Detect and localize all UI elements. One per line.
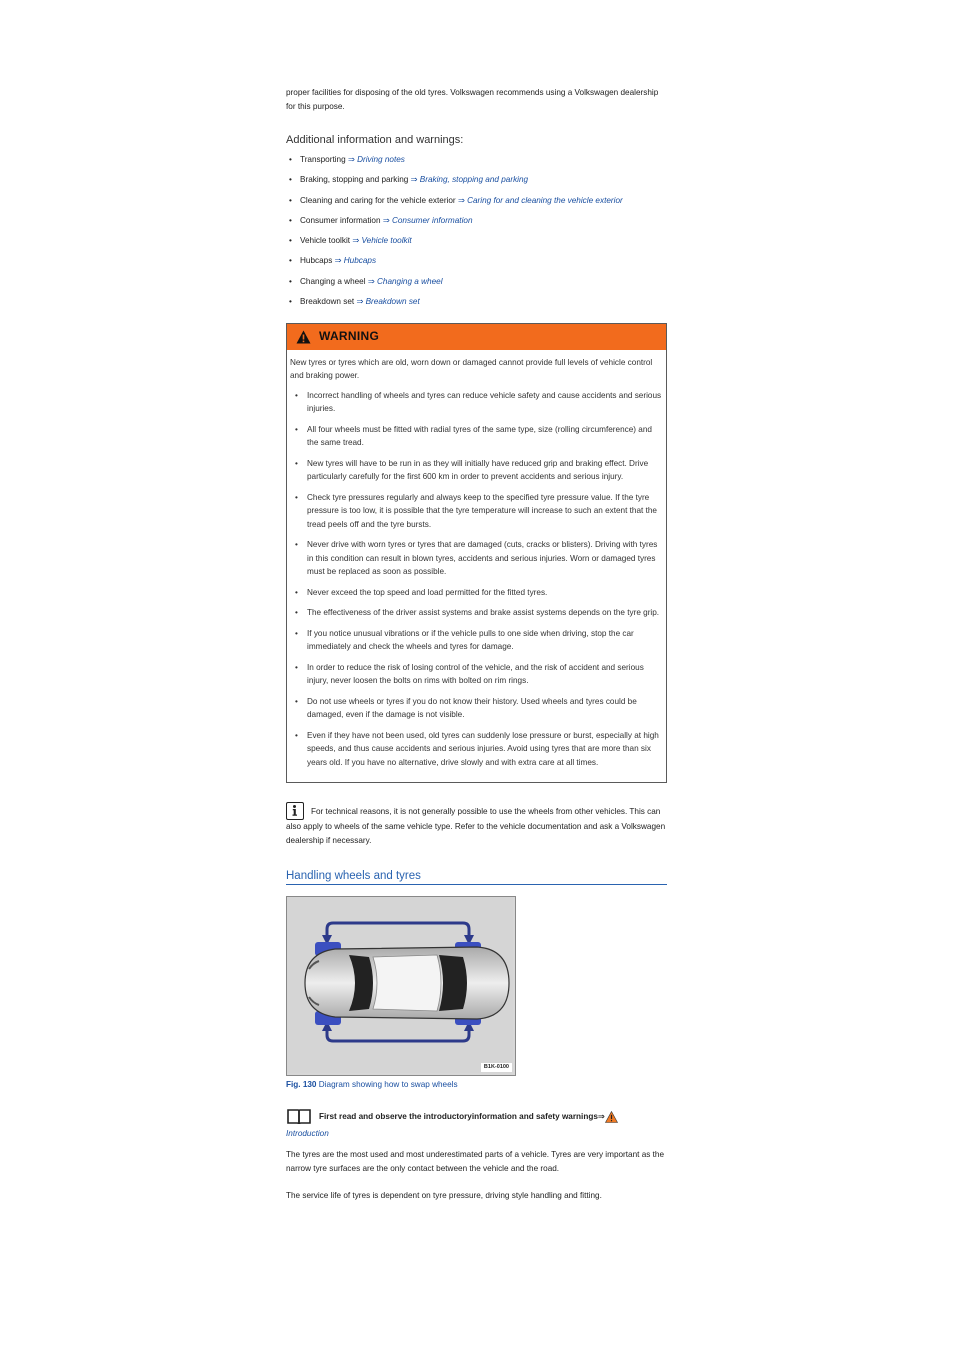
xref-link[interactable]: ⇒ Driving notes [347,155,405,164]
list-item: • The effectiveness of the driver assist systems and brake assist systems depends on the tyre grip. [290,606,662,620]
warning-box [286,323,667,784]
list-item: • Check tyre pressures regularly and always keep to the specified tyre pressure value. If the tyre pressure is too low, it is possible that the tyre temperature will increase to such an extent that the tread peels off and the tyre bursts. [290,491,662,532]
additional-info-heading: Additional information and warnings: [286,134,464,146]
manual-page [286,86,667,1203]
warning-title: WARNING [319,328,380,343]
body-paragraph: The tyres are the most used and most underestimated parts of a vehicle. Tyres are very important as the narrow tyre surfaces are the only contact between the vehicle and the road. [286,1150,665,1173]
section-heading: Handling wheels and tyres [286,869,667,885]
list-item: • Never drive with worn tyres or tyres that are damaged (cuts, cracks or blisters). Driving with tyres in this condition can result in blown tyres, accidents and serious injuries. Worn or damaged tyres must be replaced as soon as possible. [290,538,662,579]
info-note [286,802,667,847]
warning-list [290,389,662,770]
list-item: • Vehicle toolkit ⇒ Vehicle toolkit [286,234,667,248]
list-item: • Breakdown set ⇒ Breakdown set [286,295,667,309]
xref-link[interactable]: ⇒ Changing a wheel [367,276,443,286]
list-item: • Cleaning and caring for the vehicle exterior ⇒ Caring for and cleaning the vehicle exterior [286,194,667,208]
list-item: • Braking, stopping and parking ⇒ Braking, stopping and parking [286,173,667,187]
info-note-text: For technical reasons, it is not generally possible to use the wheels from other vehicles. This can also apply to wheels of the same vehicle type. Refer to the vehicle documentation and ask a Volkswagen dealership if necessary. [286,807,666,845]
xref-link[interactable]: ⇒ Consumer information [382,215,473,225]
list-item: • Never exceed the top speed and load permitted for the fitted tyres. [290,586,662,600]
read-first-text: First read and observe the introductoryinformation and safety warnings⇒ [319,1111,605,1121]
info-icon [286,802,304,820]
book-icon [286,1108,312,1126]
list-item: • In order to reduce the risk of losing control of the vehicle, and the risk of accident and serious injury, never loosen the bolts on rims with bolted on rim rings. [290,661,662,688]
warning-header [287,324,666,350]
warning-triangle-icon [296,330,311,344]
read-first-notice [286,1108,667,1126]
car-top-view-image [287,897,513,1073]
list-item: • New tyres will have to be run in as they will initially have reduced grip and braking effect. Drive particularly carefully for the first 600 km in order to prevent accidents and serious injury. [290,457,662,484]
reference-list [286,153,667,309]
list-item: • If you notice unusual vibrations or if the vehicle pulls to one side when driving, stop the car immediately and check the wheels and tyres for damage. [290,627,662,654]
list-item: • All four wheels must be fitted with radial tyres of the same type, size (rolling circumference) and the same tread. [290,423,662,450]
warning-triangle-icon [605,1111,618,1123]
body-paragraph: The service life of tyres is dependent on tyre pressure, driving style handling and fitting. [286,1191,602,1201]
list-item: • Hubcaps ⇒ Hubcaps [286,254,667,268]
xref-link[interactable]: ⇒ Braking, stopping and parking [410,175,529,185]
warning-lead: New tyres or tyres which are old, worn down or damaged cannot provide full levels of vehicle control and braking power. [290,357,653,381]
xref-link[interactable]: ⇒ Breakdown set [356,297,420,307]
wheel-swap-figure [286,896,516,1076]
xref-link[interactable]: ⇒ Caring for and cleaning the vehicle exterior [457,195,623,205]
xref-link[interactable]: ⇒ Vehicle toolkit [352,236,412,246]
figure-caption: Fig. 130 Diagram showing how to swap wheels [286,1080,458,1090]
warning-body [287,350,666,783]
introduction-link[interactable]: Introduction [286,1128,329,1138]
list-item: • Do not use wheels or tyres if you do not know their history. Used wheels and tyres could be damaged, even if the damage is not visible. [290,695,662,722]
list-item: • Incorrect handling of wheels and tyres can reduce vehicle safety and cause accidents and serious injuries. [290,389,662,416]
list-item: • Consumer information ⇒ Consumer information [286,214,667,228]
list-item: • Even if they have not been used, old tyres can suddenly lose pressure or burst, especially at high speeds, and thus cause accidents and serious injuries. Avoid using tyres that are more than six years old. If you have no alternative, drive slowly and with extra care at all times. [290,729,662,770]
intro-paragraph: proper facilities for disposing of the old tyres. Volkswagen recommends using a Volkswagen dealership for this purpose. [286,88,659,111]
list-item: • Transporting ⇒ Driving notes [286,153,667,167]
figure-code: B1K-0100 [481,1063,512,1072]
xref-link[interactable]: ⇒ Hubcaps [334,256,377,266]
list-item: • Changing a wheel ⇒ Changing a wheel [286,275,667,289]
